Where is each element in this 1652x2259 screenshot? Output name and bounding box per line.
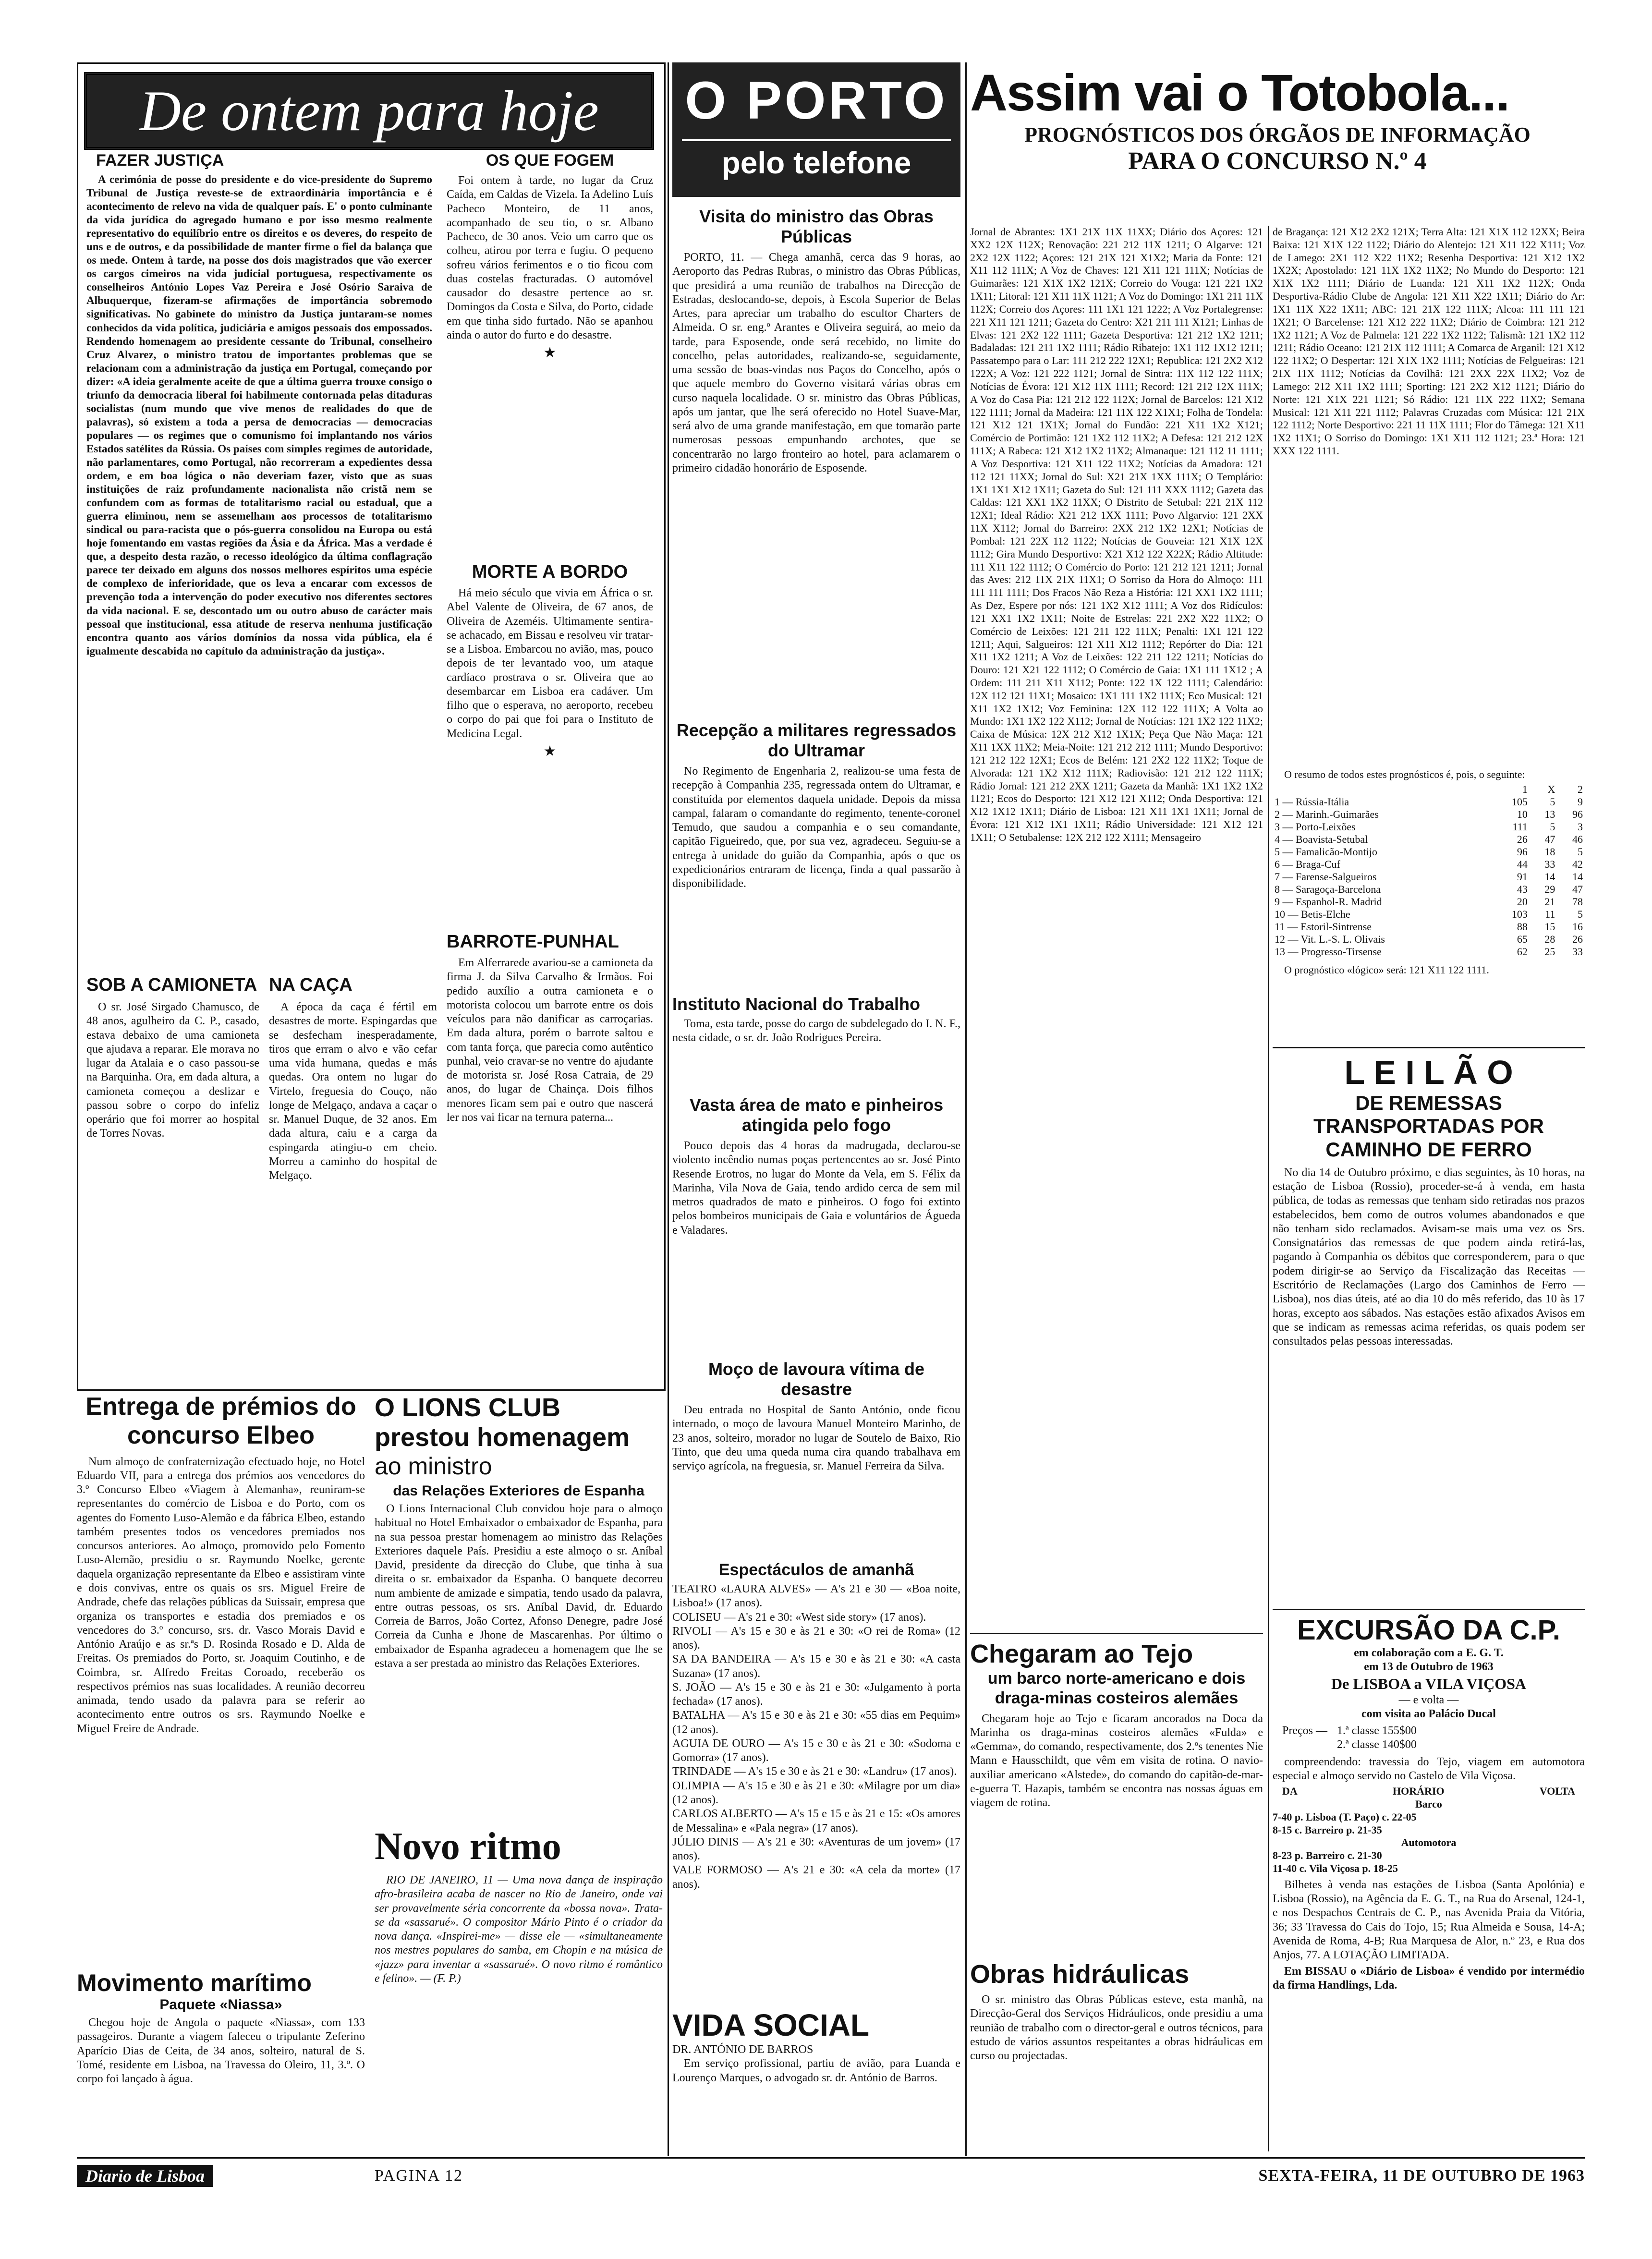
body-vasta-area-mato: Pouco depois das 4 horas da madrugada, declarou-se violento incêndio numas poças pertencentes ao sr. José Pinto Resende Erotros, no lugar do Monte da Vela, em S. Félix da Marinha, Vila Nova de Gaia, tendo ardido cerca de sem mil metros quadrados de mato e pinheiros. O fogo foi extinto pelos bombeiros municipais de Gaia e voluntários de Águeda e Valadares.: [672, 1140, 960, 1237]
article-sob-a-camioneta: [86, 975, 259, 1373]
horario-row: 11-40 c. Vila Viçosa p. 18-25: [1273, 1862, 1398, 1875]
table-row: 3 — Porto-Leixões 111 5 3: [1275, 820, 1583, 833]
totobola-summary-table: [1273, 783, 1585, 958]
list-item: JÚLIO DINIS — A's 21 e 30: «Aventuras de um jovem» (17 anos).: [672, 1835, 960, 1863]
body-sob-a-camioneta: O sr. José Sirgado Chamusco, de 48 anos, agulheiro da C. P., casado, estava debaixo de uma camioneta que ajudava a reparar. Ele morava no lugar da Atalaia e o caso passou-se na Barquinha. Ora, em dada altura, a camioneta começou a deslizar e passou sobre o corpo do infeliz operário que foi morrer ao hospital de Torres Novas.: [86, 1001, 259, 1140]
table-header: 2: [1578, 783, 1583, 795]
table-row: 9 — Espanhol-R. Madrid 20 21 78: [1275, 895, 1583, 908]
headline-os-que-fogem: OS QUE FOGEM: [486, 151, 614, 170]
footer-rule: [77, 2157, 1585, 2159]
table-row: 10 — Betis-Elche 103 11 5: [1275, 908, 1583, 920]
article-espectaculos: [672, 1561, 960, 2003]
list-item: VALE FORMOSO — A's 21 e 30: «A cela da morte» (17 anos).: [672, 1864, 960, 1891]
body-visita-ministro: PORTO, 11. — Chega amanhã, cerca das 9 horas, ao Aeroporto das Pedras Rubras, o ministro das Obras Públicas, que presidirá a uma reunião de trabalhos na Direcção de Estradas, deslocando-se, depois, à Escola Superior de Belas Artes, para apreciar um trabalho do escultor Charters de Almeida. O sr. eng.º Arantes e Oliveira seguirá, ao meio da tarde, para Esposende, onde será recebido, no limite do concelho, pelas autoridades, realizando-se, seguidamente, uma sessão de boas-vindas nos Paços do Concelho, após o que aquele membro do Governo visitará várias obras em curso naquela localidade. O sr. ministro das Obras Públicas, após um jantar, que lhe será oferecido no Hotel Suave-Mar, será alvo de uma grande manifestação, em que tomarão parte numerosas pessoas empunhando archotes, que se concentrarão no largo fronteiro ao hotel, para aclamarem o primeiro cidadão honorário de Esposende.: [672, 251, 960, 474]
table-row: 4 — Boavista-Setubal 26 47 46: [1275, 833, 1583, 845]
footer: [77, 2161, 1585, 2195]
article-movimento-maritimo: [77, 1969, 365, 2151]
body-barrote-punhal: Em Alferrarede avariou-se a camioneta da firma J. da Silva Carvalho & Irmãos. Foi pedido auxílio a outra camioneta e o motorista colocou um barrote entre os dois veículos para não danificar as carroçarias. Em dada altura, porém o barrote saltou e com tanta força, que parecia como autêntico punhal, veio cravar-se no ventre do ajudante de motorista sr. José Rosa Catraia, de 29 anos, do lugar de Chainça. Dois filhos menores ficam sem pai e outro que nascerá ler nos vai ficar na ternura paterna...: [447, 957, 653, 1124]
table-row: 2 — Marinh.-Guimarães 10 13 96: [1275, 808, 1583, 820]
headline-leilao: L E I L Ã O: [1344, 1054, 1513, 1091]
excursao-price-1: 1.ª classe 155$00: [1336, 1725, 1417, 1737]
headline-chegaram-tejo: Chegaram ao Tejo: [970, 1640, 1193, 1668]
article-morte-a-bordo: [447, 562, 653, 932]
column-divider: [965, 62, 967, 2156]
body-obras-hidraulicas: O sr. ministro das Obras Públicas esteve, esta manhã, na Direcção-Geral dos Serviços Hidráulicos, onde presidiu a uma reunião de trabalho com o director-geral e outros técnicos, para estudo de vários assuntos respeitantes a obras hidráulicas em curso ou projectadas.: [970, 1993, 1263, 2063]
banner-de-ontem-para-hoje: De ontem para hoje: [84, 72, 654, 150]
article-vida-social: [672, 2007, 960, 2151]
table-header: 1: [1522, 783, 1528, 795]
subhead-leilao: DE REMESSAS TRANSPORTADAS POR CAMINHO DE FERRO: [1313, 1092, 1544, 1161]
totobola-prognosticos-right: de Bragança: 121 X12 2X2 121X; Terra Alta: 121 X1X 112 12XX; Beira Baixa: 121 X1X 122 1122; Diário do Alentejo: 121 X11 122 X111; Voz de Lamego: 2X1 112 X22 11X2; Resenha Desportiva: 121 X12 1X2 1X2X; Apostolado: 121 11X 1X2 11X2; No Mundo do Desporto: 121 X1X 1X2 1111; Diário de Luanda: 121 X11 1X2 112X; Onda Desportiva-Rádio Clube de Angola: 121 X11 X22 1X11; Diário do Ar: 1X1 11X X22 1X11; ABC: 121 21X 122 111X; Alcoa: 111 111 121 1X21; O Barcelense: 121 X12 222 11X2; Diário de Coimbra: 121 212 1X2 1121; A Voz de Palmela: 121 222 1X2 1122; Talismã: 121 1X2 112 1211; Rádio Oceano: 121 21X 112 1111; A Comarca de Arganil: 121 X12 122 11X2; O Despertar: 121 X1X 1X2 1111; Notícias de Felgueiras: 121 21X 11X 1112; Notícias da Covilhã: 121 2XX 22X 11X2; Voz de Lamego: 212 X11 1X2 1111; Sporting: 121 2X2 X12 1121; Diário do Norte: 121 X1X 221 1121; Só Rádio: 121 11X 222 11X2; Semana Musical: 121 X11 221 1112; Palavras Cruzadas com Música: 121 21X 122 1112; Norte Desportivo: 221 11 11X 1111; Flor do Tâmega: 121 X11 1X2 11X1; O Sorriso do Domingo: 1X1 X11 112 1121; 23.ª Hora: 121 XXX 122 1111.: [1273, 226, 1585, 457]
totobola-logico: O prognóstico «lógico» será: 121 X11 122 1111.: [1284, 963, 1489, 976]
table-header: X: [1547, 783, 1555, 795]
article-novo-ritmo: [375, 1825, 663, 2151]
list-item: SA DA BANDEIRA — A's 15 e 30 e às 21 e 30: «A casta Suzana» (17 anos).: [672, 1653, 960, 1680]
headline-lions-line2: prestou homenagem: [375, 1423, 630, 1452]
headline-novo-ritmo: Novo ritmo: [375, 1825, 561, 1868]
article-obras-hidraulicas: [970, 1959, 1263, 2151]
horario-row: 8-15 c. Barreiro p. 21-35: [1273, 1823, 1382, 1836]
footer-page-number: PAGINA 12: [375, 2167, 463, 2185]
subhead-totobola: PROGNÓSTICOS DOS ÓRGÃOS DE INFORMAÇÃO: [1024, 123, 1531, 146]
totobola-summary-intro: O resumo de todos estes prognósticos é, pois, o seguinte:: [1284, 768, 1525, 780]
article-elbeo: [77, 1393, 365, 1959]
list-item: S. JOÃO — A's 15 e 30 e às 21 e 30: «Julgamento à porta fechada» (17 anos).: [672, 1681, 960, 1708]
headline-instituto-trabalho: Instituto Nacional do Trabalho: [672, 994, 921, 1014]
column-divider: [1268, 226, 1269, 2151]
list-item: AGUIA DE OURO — A's 15 e 30 e às 21 e 30: «Sodoma e Gomorra» (17 anos).: [672, 1737, 960, 1764]
list-item: BATALHA — A's 15 e 30 e às 21 e 30: «55 dias em Pequim» (12 anos).: [672, 1709, 960, 1736]
excursao-line-2: em 13 de Outubro de 1963: [1364, 1661, 1494, 1674]
headline-morte-a-bordo: MORTE A BORDO: [472, 562, 628, 582]
headline-lions-line3: ao ministro: [375, 1453, 492, 1480]
totobola-summary: [1273, 768, 1585, 1037]
body-novo-ritmo: RIO DE JANEIRO, 11 — Uma nova dança de inspiração afro-brasileira acaba de nascer no Rio de Janeiro, onde vai ser provavelmente séria concorrente da «bossa nova». Trata-se da «sassarué». O compositor Mário Pinto é o criador da nova dança. «Inspirei-me» — disse ele — «simultaneamente nos mestres populares do samba, em Chopin e na música de «jazz» para inventar a «sassarué». O novo ritmo é romântico e felino». — (F. P.): [375, 1874, 663, 1985]
horario-head-volta: VOLTA: [1539, 1785, 1575, 1797]
list-item: RIVOLI — A's 15 e 30 e às 21 e 30: «O rei de Roma» (12 anos).: [672, 1625, 960, 1652]
article-instituto-trabalho: [672, 994, 960, 1090]
article-lions-club: [375, 1393, 663, 1820]
body-lions-club: O Lions Internacional Club convidou hoje para o almoço habitual no Hotel Embaixador o embaixador de Espanha, para na sua pessoa prestar homenagem ao ministro das Relações Exteriores daquele País. Presidiu a este almoço o sr. Aníbal David, presidente da direcção do Clube, que tinha à sua direita o sr. embaixador da Espanha. O banquete decorreu num ambiente de amizade e simpatia, tendo usado da palavra, entre outras pessoas, os srs. Aníbal David, dr. Eduardo Correia de Barros, João Cortez, Afonso Denegre, padre José Correia da Cunha e Jhone de Mascarenhas. Por último o embaixador de Espanha agradeceu a homenagem que lhe se estava a ser prestada ao ministro das Relações Exteriores.: [375, 1503, 663, 1670]
excursao-line-5: com visita ao Palácio Ducal: [1361, 1707, 1496, 1720]
horario-row: 7-40 p. Lisboa (T. Paço) c. 22-05: [1273, 1810, 1417, 1823]
totobola-list-right: [1273, 226, 1585, 754]
article-na-caca: [269, 975, 437, 1373]
headline-na-caca: NA CAÇA: [269, 975, 352, 995]
headline-fazer-justica: FAZER JUSTIÇA: [96, 151, 224, 170]
body-vida-social: Em serviço profissional, partiu de avião, para Luanda e Lourenço Marques, o advogado sr. dr. António de Barros.: [672, 2057, 960, 2084]
column-divider: [668, 62, 669, 2156]
list-item: CARLOS ALBERTO — A's 15 e 15 e às 21 e 15: «Os amores de Messalina» e «Pala negra» (17 anos).: [672, 1808, 960, 1834]
body-instituto-trabalho: Toma, esta tarde, posse do cargo de subdelegado do I. N. F., nesta cidade, o sr. dr. João Rodrigues Pereira.: [672, 1018, 960, 1044]
article-recepcao-militares: [672, 720, 960, 989]
horario-automotora: Automotora: [1401, 1836, 1457, 1849]
headline-vida-social: VIDA SOCIAL: [672, 2008, 870, 2042]
body-recepcao-militares: No Regimento de Engenharia 2, realizou-se uma festa de recepção à Companhia 235, regressada ontem do Ultramar, e constituída por elementos daquela unidade. Depois da missa campal, falaram o comandante do regimento, tenente-coronel Temudo, que saudou a companhia e o seu comandante, capitão Figueiredo, que, por sua vez, agradeceu. Seguiu-se a entrega à unidade do guião da Companhia, após o que os expedicionários entraram de licença, finda a qual passarão à disponibilidade.: [672, 765, 960, 890]
table-row: 6 — Braga-Cuf 44 33 42: [1275, 858, 1583, 870]
excursao-price-2: 2.ª classe 140$00: [1336, 1738, 1417, 1751]
horario-barco: Barco: [1415, 1797, 1442, 1810]
star-divider: ★: [543, 345, 557, 361]
footer-masthead: Diario de Lisboa: [77, 2165, 213, 2187]
list-item: OLIMPIA — A's 15 e 30 e às 21 e 30: «Milagre por um dia» (12 anos).: [672, 1779, 960, 1806]
totobola-list-left: [970, 226, 1263, 1628]
headline-visita-ministro: Visita do ministro das Obras Públicas: [699, 206, 934, 246]
headline-totobola: Assim vai o Totobola...: [970, 63, 1509, 121]
footer-date: SEXTA-FEIRA, 11 DE OUTUBRO DE 1963: [1258, 2167, 1585, 2185]
list-item: COLISEU — A's 21 e 30: «West side story» (17 anos).: [672, 1611, 926, 1624]
excursao-body-2: Bilhetes à venda nas estações de Lisboa (Santa Apolónia) e Lisboa (Rossio), na Agência da E. G. T., na Rua do Arsenal, 124-1, e nos Despachos Centrais de C. P., nas Avenida Praia da Vitória, 36; 33 Travessa do Cais do Tojo, 15; Rua Almeida e Sousa, 14-A; Avenida de Roma, 4-B; Rua Marquesa de Alor, n.º 23, e Rua dos Anjos, 77. A LOTAÇÃO LIMITADA.: [1273, 1878, 1585, 1962]
article-chegaram-tejo: [970, 1633, 1263, 1946]
article-visita-ministro: [672, 206, 960, 716]
o-porto-title: O PORTO: [685, 71, 948, 130]
totobola-prognosticos-left: Jornal de Abrantes: 1X1 21X 11X 11XX; Diário dos Açores: 121 XX2 12X 112X; Renovação: 221 212 11X 1211; O Algarve: 121 2X2 12X 1122; Açores: 121 21X 121 X1X2; Maria da Fonte: 121 X11 112 111X; A Voz de Chaves: 121 X11 121 111X; Notícias de Guimarães: 121 X1X 1X2 121X; Correio do Vouga: 121 221 1X2 1X11; Litoral: 121 X11 11X 1121; A Voz do Domingo: 1X1 211 11X 112X; Correio dos Açores: 111 1X1 121 1222; A Voz Portalegrense: 221 X11 121 1211; Gazeta do Centro: X21 211 111 X121; Linhas de Elvas: 121 2X2 122 1111; Gazeta Desportiva: 121 212 1X2 1211; Badaladas: 121 211 1X2 1111; Rádio Ribatejo: 1X1 112 1X12 1211; Passatempo para o Lar: 111 212 222 12X1; Republica: 121 2X2 X12 122X; A Voz: 121 222 1121; Jornal de Sintra: 11X 112 122 111X; Notícias de Évora: 121 X12 11X 1111; Record: 121 212 12X 111X; A Voz do Casa Pia: 121 212 122 112X; Jornal de Barcelos: 121 X12 122 1111; Jornal da Madeira: 121 11X 122 X1X1; Folha de Tondela: 121 X12 121 1X1X; Jornal do Fundão: 221 X11 1X2 X121; Comércio de Portimão: 121 1X2 112 11X2; A Defesa: 121 212 12X 111X; A Rabeca: 121 X12 1X2 11X2; Almanaque: 121 112 11 1111; A Voz Desportiva: 121 X11 122 11X2; Notícias da Amadora: 121 112 121 11XX; Jornal do Sul: X21 21X 1XX 111X; O Templário: 1X1 1X1 X12 1X11; Gazeta do Sul: 121 111 XXX 1112; Gazeta das Caldas: 121 XX1 1X2 11XX; O Distrito de Setubal: 221 21X 112 12X1; Ideal Rádio: X21 212 1XX 1111; Povo Algarvio: 121 2XX 11X X112; Jornal do Barreiro: 2XX 212 1X2 12X1; Notícias de Pombal: 121 22X 112 1122; Notícias de Gouveia: 121 X1X 12X 1112; Gira Mundo Desportivo: X21 X12 122 X22X; Rádio Altitude: 111 X11 122 1112; O Comércio do Porto: 121 212 121 1211; Jornal das Aves: 212 11X 21X 11X1; O Sorriso da Hora do Almoço: 111 111 111 1111; Dos Fracos Não Reza a História: 121 XX1 1X2 1111; As Dez, Espere por nós: 121 1X2 X12 1111; A Voz dos Ridículos: 121 XX1 1X2 1X11; Noite de Estrelas: 221 2X2 X22 11X2; O Comércio de Leixões: 121 211 122 111X; Penalti: 1X1 121 122 1211; Aqui, Salgueiros: 121 X11 X12 1112; Repórter do Dia: 121 X11 1X2 1211; A Voz de Leixões: 122 211 122 1211; Notícias do Douro: 121 X21 122 1112; O Comércio de Gaia: 1X1 111 1X12 ; A Ordem: 111 211 X11 X112; Ponte: 122 1X 122 1111; Calendário: 12X 112 121 11X1; Mosaico: 1X1 111 1X2 111X; Eco Musical: 121 X11 1X2 1X12; Voz Feminina: 12X 112 122 111X; A Volta ao Mundo: 1X1 1X2 122 X112; Jornal de Notícias: 121 1X2 122 11X2; Caixa de Música: 12X 212 X12 1X1X; Peça Que Não Maça: 121 X11 1XX 11X2; Meia-Noite: 121 212 212 1111; Mundo Desportivo: 121 212 122 12X1; Ecos de Belém: 121 2X2 122 11X2; Toque de Alvorada: 121 1X2 X12 111X; Radiovisão: 121 212 122 111X; Rádio Jornal: 121 212 2XX 1211; Gazeta da Manhã: 1X1 1X2 1X2 1121; Ecos do Desporto: 121 X12 121 X112; Onda Desportiva: 121 X12 1X12 1X11; Diário de Lisboa: 121 X11 1X1 1X11; Jornal de Évora: 121 X12 1X1 1X11; Rádio Universidade: 121 X12 121 1X11; O Setubalense: 12X 212 122 X111; Mensageiro: [970, 226, 1263, 843]
body-movimento-maritimo: Chegou hoje de Angola o paquete «Niassa», com 133 passageiros. Durante a viagem faleceu o tripulante Zeferino Aparício Dias de Ceita, de 34 anos, solteiro, natural de S. Tomé, residente em Lisboa, na Travessa do Oleiro, 11, 3.º. O corpo foi lançado à água.: [77, 2016, 365, 2086]
horario-head-horario: HORÁRIO: [1393, 1785, 1445, 1797]
excursao-line-3: De LISBOA a VILA VIÇOSA: [1331, 1675, 1527, 1692]
headline-recepcao-militares: Recepção a militares regressados do Ultramar: [676, 720, 957, 760]
excursao-price-label: Preços —: [1282, 1725, 1327, 1737]
subhead-paquete-niassa: Paquete «Niassa»: [159, 1997, 282, 2013]
headline-movimento-maritimo: Movimento marítimo: [77, 1969, 312, 1996]
headline-espectaculos: Espectáculos de amanhã: [718, 1561, 914, 1579]
subhead-totobola-concurso: PARA O CONCURSO N.º 4: [1128, 147, 1427, 175]
pelo-telefone-subtitle: pelo telefone: [682, 139, 951, 184]
article-moco-lavoura: [672, 1359, 960, 1561]
table-row: 13 — Progresso-Tirsense 62 25 33: [1275, 945, 1583, 958]
article-barrote-punhal: [447, 932, 653, 1373]
headline-elbeo: Entrega de prémios do concurso Elbeo: [85, 1393, 356, 1449]
article-leilao: [1273, 1047, 1585, 1601]
article-fazer-justica: [86, 151, 432, 968]
excursao-body-1: compreendendo: travessia do Tejo, viagem em automotora especial e almoço servido no Castelo de Vila Viçosa.: [1273, 1755, 1585, 1782]
body-na-caca: A época da caça é fértil em desastres de morte. Espingardas que se desfecham inesperadamente, tiros que erram o alvo e vão cefar uma vida humana, quedas e más quedas. Ora ontem no lugar do Virtelo, freguesia do Couço, não longe de Melgaço, andava a caçar o sr. Manuel Duque, de 32 anos. Em dada altura, caiu e a carga da espingarda atingiu-o em cheio. Morreu a caminho do hospital de Melgaço.: [269, 1001, 437, 1182]
article-excursao-cp: [1273, 1609, 1585, 2153]
headline-sob-a-camioneta: SOB A CAMIONETA: [86, 975, 257, 995]
table-row: 12 — Vit. L.-S. L. Olivais 65 28 26: [1275, 933, 1583, 945]
article-vasta-area-mato: [672, 1095, 960, 1354]
excursao-body-3: Em BISSAU o «Diário de Lisboa» é vendido por intermédio da firma Handlings, Lda.: [1273, 1965, 1585, 1992]
excursao-line-1: em colaboração com a E. G. T.: [1354, 1647, 1504, 1659]
body-os-que-fogem: Foi ontem à tarde, no lugar da Cruz Caída, em Caldas de Vizela. Ia Adelino Luís Pacheco Monteiro, de 11 anos, acompanhado de seu tio, o sr. Albano Pacheco, de 30 anos. Veio um carro que os colheu, atirou por terra e fugiu. O pequeno sofreu vários ferimentos e o tio ficou com duas costelas fracturadas. O automóvel causador do desastre pertence ao sr. Domingos da Costa e Silva, do Porto, cidade em que tinha sido furtado. Não se apanhou ainda o autor do furto e do desastre.: [447, 174, 653, 341]
excursao-line-4: — e volta —: [1398, 1693, 1459, 1706]
subhead-lions: das Relações Exteriores de Espanha: [393, 1483, 644, 1499]
table-row: 1 — Rússia-Itália 105 5 9: [1275, 795, 1583, 808]
headline-vasta-area-mato: Vasta área de mato e pinheiros atingida pelo fogo: [689, 1095, 944, 1135]
headline-lions-line1: O LIONS CLUB: [375, 1393, 560, 1422]
body-morte-a-bordo: Há meio século que vivia em África o sr. Abel Valente de Oliveira, de 67 anos, de Oliveira de Azeméis. Ultimamente sentira-se achacado, em Bissau e resolveu vir tratar-se a Lisboa. Embarcou no avião, mas, pouco depois de ter levantado voo, um ataque cardíaco prostrava o sr. Oliveira que ao desembarcar em Lisboa era cadáver. Um filho que o esperava, no aeroporto, recebeu o corpo do pai que foi para o Instituto de Medicina Legal.: [447, 587, 653, 740]
table-row: 11 — Estoril-Sintrense 88 15 16: [1275, 920, 1583, 933]
totobola-header: [970, 62, 1585, 226]
body-elbeo: Num almoço de confraternização efectuado hoje, no Hotel Eduardo VII, para a entrega dos prémios aos vencedores do 3.º Concurso Elbeo «Viagem à Alemanha», reuniram-se representantes do comércio de Lisboa e do Porto, com os agentes do Fomento Luso-Alemão e da fábrica Elbeo, estando também presentes todos os vencedores premiados nos concursos anteriores. Ao almoço, promovido pelo Fomento Luso-Alemão, presidiu o sr. Raymundo Noelke, gerente daquela organização representante da Elbeo e assistiram vinte e dois convivas, entre os quais os srs. Miguel Freire de Andrade, chefe das relações públicas da Suissair, empresa que organiza os transportes e estadia dos premiados e os vencedores do 3.º concurso, srs. dr. Vasco Morais David e António Araújo e as sr.ªs D. Rosinda Rosado e D. Alda de Freitas. Os premiados do Porto, sr. Joaquim Coutinho, e de Coimbra, sr. Alfredo Freitas Coroado, receberão os respectivos prémios nas suas localidades. A reunião decorreu animada, tendo usado da palavra para se referir ao acontecimento entre outros os srs. Raymundo Noelke e Miguel Freire de Andrade.: [77, 1455, 365, 1735]
subhead-chegaram-tejo: um barco norte-americano e dois draga-minas costeiros alemães: [987, 1669, 1246, 1707]
headline-obras-hidraulicas: Obras hidráulicas: [970, 1960, 1190, 1989]
list-item: TEATRO «LAURA ALVES» — A's 21 e 30 — «Boa noite, Lisboa!» (17 anos).: [672, 1583, 960, 1610]
headline-moco-lavoura: Moço de lavoura vítima de desastre: [708, 1359, 925, 1399]
table-header-row: [1273, 783, 1585, 796]
article-os-que-fogem: [447, 151, 653, 564]
body-chegaram-tejo: Chegaram hoje ao Tejo e ficaram ancorados na Doca da Marinha os draga-minas costeiros alemães «Fulda» e «Gemma», do comando, respectivamente, dos 2.ºs tenentes Nie Mann e Hausschildt, que vêm em visita de rotina. O navio-auxiliar americano «Alstede», do comando do capitão-de-mar-e-guerra T. Hazapis, também se encontra nas nossas águas em viagem de rotina.: [970, 1712, 1263, 1810]
star-divider: ★: [543, 743, 557, 759]
body-moco-lavoura: Deu entrada no Hospital de Santo António, onde ficou internado, o moço de lavoura Manuel Monteiro Marinho, de 23 anos, solteiro, morador no lugar de Soutelo de Baixo, Rio Tinto, que deu uma queda numa cira quando trabalhava em serviço agrícola, na freguesia, sr. Manuel Ferreira da Silva.: [672, 1404, 960, 1473]
horario-row: 8-23 p. Barreiro c. 21-30: [1273, 1849, 1382, 1862]
body-fazer-justica: A cerimónia de posse do presidente e do vice-presidente do Supremo Tribunal de Justiça reveste-se de extraordinária importância e é acontecimento de relevo na vida de qualquer país. E' o ponto culminante da vida jurídica do agregado humano e por isso mesmo realmente representativo do equilíbrio entre os direitos e os deveres, do respeito de uns e de outros, e da possibilidade de manter firme o fiel da balança que os mede. Ontem à tarde, na posse dos dois magistrados que vão exercer os cargos cimeiros na vida judicial portuguesa, respectivamente os conselheiros António Lopes Vaz Pereira e José Osório Saraiva de Albuquerque, fizeram-se afirmações de importância sobremodo significativas. No gabinete do ministro da Justiça juntaram-se nomes conhecidos da vida política, judiciária e amigos pessoais dos empossados. Rendendo homenagem ao presidente cessante do Tribunal, conselheiro Cruz Alvarez, o ministro tratou de importantes problemas que se relacionam com a administração da justiça em Portugal, começando por dizer: «A ideia geralmente aceite de que a última guerra trouxe consigo o triunfo da democracia liberal foi habilmente contornada pelas ditaduras socialistas (num mundo que vive menos de realidades do que de palavras), só existem a toda a persa de democracias — democracias populares — os regimes que o comunismo foi implantando nos vários Estados satélites da Rússia. Os países com simples regimes de autoridade, não parlamentares, como Portugal, não recorreram a expedientes dessa ordem, e em boa lógica o não deveriam fazer, visto que as suas instituições de raiz profundamente nacionalista não cristã nem se confundem com as formas de totalitarismo racial ou estadual, que a guerra eliminou, nem se assemelham aos processos de totalitarismo sindical ou para-racista que o pós-guerra consolidou na Europa ou está hoje fomentando em vastas regiões da Ásia e da África. Mas a verdade é que, a despeito desta razão, o recesso ideológico da última conflagração parece ter deixado em alguns dos nossos melhores espíritos uma espécie de complexo de inferioridade, que os leva a encarar com excessos de prevenção toda a intervenção do poder executivo nos diferentes sectores da vida nacional. E se, descontado um ou outro abuso de carácter mais pessoal que institucional, essa atitude de reserva nenhuma justificação encontra quanto aos vários domínios da nossa vida pública, ela é igualmente descabida no capítulo da administração da justiça».: [86, 173, 432, 657]
table-row: 8 — Saragoça-Barcelona 43 29 47: [1275, 883, 1583, 895]
horario-head-ida: DA: [1282, 1785, 1298, 1797]
body-leilao: No dia 14 de Outubro próximo, e dias seguintes, às 10 horas, na estação de Lisboa (Rossio), proceder-se-á à venda, em hasta pública, de todas as remessas que tenham sido retiradas nos prazos estabelecidos, bem como de outros volumes abandonados e que não tenham sido reclamados. Avisam-se mais uma vez os Srs. Consignatários das remessas de que podem ainda retirá-las, pagando à Companhia os débitos que corresponderem, para o que podem dirigir-se ao Serviço da Fiscalização das Receitas — Escritório de Reclamações (Largo dos Caminhos de Ferro — Lisboa), nos dias úteis, até ao dia 10 do mês referido, das 10 às 17 horas, excepto aos sábados. Nas estações estão afixados Avisos em que se indicam as remessas acima referidas, os quais podem ser consultados pelas pessoas interessadas.: [1273, 1166, 1585, 1348]
table-row: 7 — Farense-Salgueiros 91 14 14: [1275, 870, 1583, 883]
headline-excursao-cp: EXCURSÃO DA C.P.: [1297, 1615, 1560, 1646]
table-row: 5 — Famalicão-Montijo 96 18 5: [1275, 845, 1583, 858]
headline-barrote-punhal: BARROTE-PUNHAL: [447, 932, 619, 952]
subhead-vida-social: DR. ANTÓNIO DE BARROS: [672, 2043, 814, 2056]
list-item: TRINDADE — A's 15 e 30 e às 21 e 30: «Landru» (17 anos).: [672, 1765, 957, 1778]
o-porto-header: [672, 62, 960, 197]
